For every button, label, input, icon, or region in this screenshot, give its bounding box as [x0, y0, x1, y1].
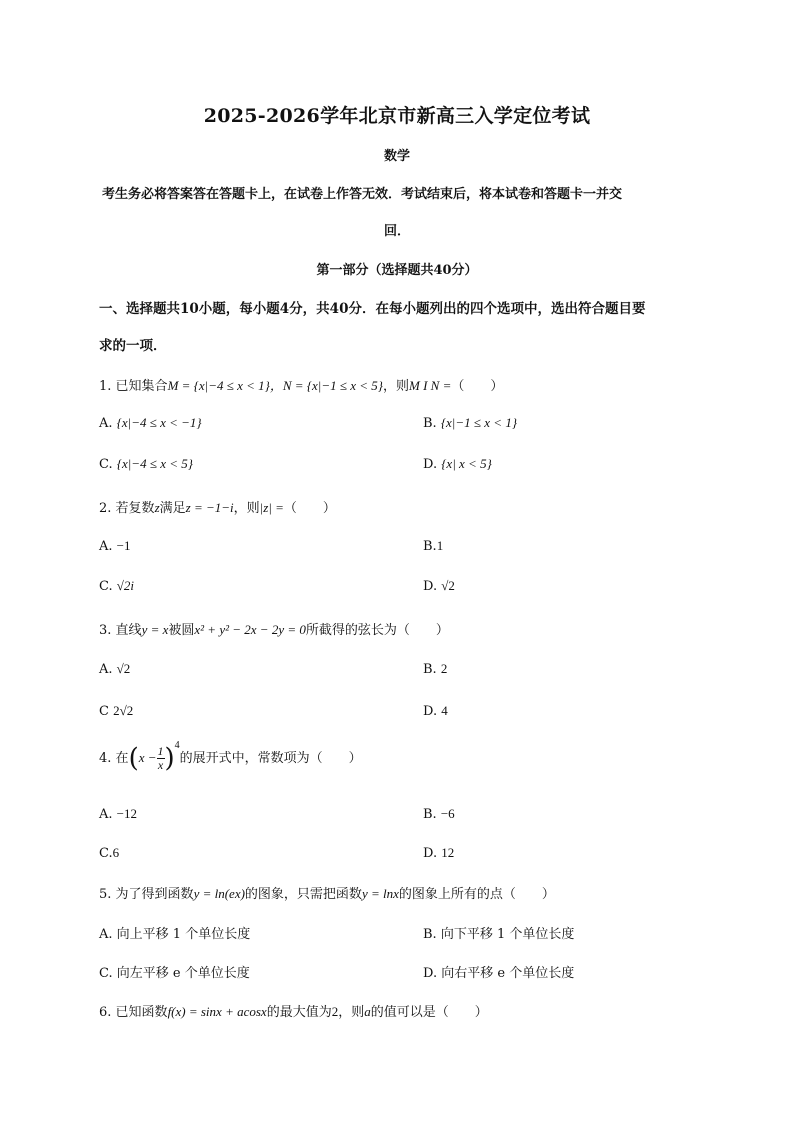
option-text: {x|−1 ≤ x < 1} — [440, 415, 518, 430]
option-label: C. — [99, 579, 113, 594]
question-text: 若复数 — [115, 501, 155, 516]
question-1-stem — [99, 375, 503, 394]
option-text: −1 — [116, 538, 131, 553]
option-label: D. — [423, 704, 438, 719]
question-text: 直线 — [115, 623, 142, 638]
question-math: z — [154, 500, 160, 515]
option-text: √2 — [441, 578, 455, 593]
option-5c[interactable] — [99, 962, 250, 981]
question-6-stem — [99, 1001, 488, 1020]
option-4a[interactable] — [99, 806, 137, 822]
option-text: 1 — [436, 538, 444, 553]
question-text: 的图象上所有的点（ ） — [398, 887, 555, 902]
option-3a[interactable] — [99, 661, 130, 677]
option-text: −12 — [116, 806, 138, 821]
option-label: D. — [423, 579, 438, 594]
exponent: 4 — [174, 740, 180, 751]
section-instructions-line2: 求的一项． — [99, 338, 167, 354]
question-math: M I N = — [409, 378, 452, 393]
option-label: C. — [99, 846, 113, 861]
question-text: 为了得到函数 — [115, 887, 194, 902]
option-3c[interactable] — [99, 703, 133, 719]
question-text: （ ） — [283, 501, 336, 516]
question-number: 1. — [99, 379, 112, 394]
question-text: 已知函数 — [115, 1005, 168, 1020]
option-1a[interactable] — [99, 415, 202, 431]
question-math: y = ln(ex) — [193, 886, 245, 901]
option-text: −6 — [440, 806, 455, 821]
question-math: x² + y² − 2x − 2y = 0 — [194, 622, 306, 637]
option-text: 向右平移 e 个单位长度 — [441, 966, 575, 981]
question-text: 满足 — [159, 501, 186, 516]
question-text: 的图象，只需把函数 — [244, 887, 362, 902]
option-2b[interactable] — [423, 538, 443, 554]
question-number: 2. — [99, 501, 112, 516]
option-3d[interactable] — [423, 703, 448, 719]
option-4d[interactable] — [423, 845, 454, 861]
question-math: M = {x|−4 ≤ x < 1}，N = {x|−1 ≤ x < 5} — [167, 378, 383, 393]
option-label: A. — [99, 662, 113, 677]
question-math: y = lnx — [361, 886, 399, 901]
option-5d[interactable] — [423, 962, 574, 981]
option-label: B. — [423, 539, 437, 554]
fraction-numerator: 1 — [157, 744, 164, 758]
question-math: 2 — [331, 1004, 339, 1019]
question-text: 所截得的弦长为（ ） — [305, 623, 449, 638]
question-number: 6. — [99, 1005, 112, 1020]
option-text: 向上平移 1 个单位长度 — [116, 927, 251, 942]
option-label: D. — [423, 846, 438, 861]
question-text: ，则 — [383, 379, 410, 394]
question-number: 4. — [99, 751, 112, 766]
question-text: ，则 — [338, 1005, 365, 1020]
exam-title: 2025-2026学年北京市新高三入学定位考试 — [203, 105, 591, 127]
fraction-denominator: x — [157, 758, 164, 772]
option-text: {x| x < 5} — [441, 456, 492, 471]
section-title: 第一部分（选择题共40分） — [316, 263, 478, 278]
question-math: x − — [138, 750, 157, 765]
option-5a[interactable] — [99, 923, 250, 942]
option-text: √2i — [116, 578, 135, 593]
fraction — [157, 745, 165, 772]
question-4-stem — [99, 740, 362, 774]
question-math: y = x — [141, 622, 169, 637]
left-paren: ( — [128, 743, 139, 774]
question-text: 被圆 — [168, 623, 195, 638]
question-math: z = −1−i — [185, 500, 234, 515]
option-text: 2√2 — [113, 703, 134, 718]
option-text: 向左平移 e 个单位长度 — [116, 966, 250, 981]
option-text: 12 — [441, 845, 455, 860]
question-math: f(x) = sinx + acosx — [167, 1004, 267, 1019]
question-3-stem — [99, 619, 449, 638]
question-text: 的值可以是（ ） — [370, 1005, 488, 1020]
question-text: （ ） — [451, 379, 504, 394]
option-label: A. — [99, 927, 113, 942]
option-label: C — [99, 704, 109, 719]
question-number: 3. — [99, 623, 112, 638]
option-5b[interactable] — [423, 923, 574, 942]
question-5-stem — [99, 883, 555, 902]
question-math: a — [364, 1004, 371, 1019]
question-number: 5. — [99, 887, 112, 902]
option-2d[interactable] — [423, 578, 455, 594]
option-text: {x|−4 ≤ x < −1} — [116, 415, 202, 430]
section-instructions-line1: 一、选择题共10小题，每小题4分，共40分．在每小题列出的四个选项中，选出符合题目要 — [99, 301, 646, 317]
option-text: √2 — [116, 661, 131, 676]
option-text: 4 — [441, 703, 448, 718]
exam-subject: 数学 — [383, 149, 410, 164]
option-label: B. — [423, 807, 437, 822]
option-label: A. — [99, 539, 113, 554]
option-label: D. — [423, 457, 438, 472]
option-text: {x|−4 ≤ x < 5} — [116, 456, 193, 471]
option-1d[interactable] — [423, 456, 492, 472]
option-text: 2 — [440, 661, 448, 676]
option-4b[interactable] — [423, 806, 455, 822]
question-2-stem — [99, 497, 336, 516]
option-label: B. — [423, 416, 437, 431]
option-label: A. — [99, 416, 113, 431]
option-2c[interactable] — [99, 578, 134, 594]
option-2a[interactable] — [99, 538, 131, 554]
question-text: 在 — [115, 751, 129, 766]
option-4c[interactable] — [99, 845, 119, 861]
option-text: 向下平移 1 个单位长度 — [440, 927, 575, 942]
question-text: 的最大值为 — [266, 1005, 332, 1020]
question-text: 已知集合 — [115, 379, 168, 394]
option-1b[interactable] — [423, 415, 517, 431]
exam-notice-line1: 考生务必将答案答在答题卡上，在试卷上作答无效．考试结束后，将本试卷和答题卡一并交 — [102, 187, 623, 202]
right-paren: ) — [164, 743, 175, 774]
option-label: A. — [99, 807, 113, 822]
option-3b[interactable] — [423, 661, 447, 677]
option-label: B. — [423, 662, 437, 677]
option-text: 6 — [112, 845, 120, 860]
option-label: C. — [99, 966, 113, 981]
question-text: ，则 — [233, 501, 260, 516]
question-math: |z| = — [259, 500, 284, 515]
exam-notice-line2: 回． — [383, 224, 410, 239]
option-label: B. — [423, 927, 437, 942]
question-text: 的展开式中，常数项为（ ） — [179, 751, 362, 766]
option-label: C. — [99, 457, 113, 472]
option-label: D. — [423, 966, 438, 981]
option-1c[interactable] — [99, 456, 193, 472]
